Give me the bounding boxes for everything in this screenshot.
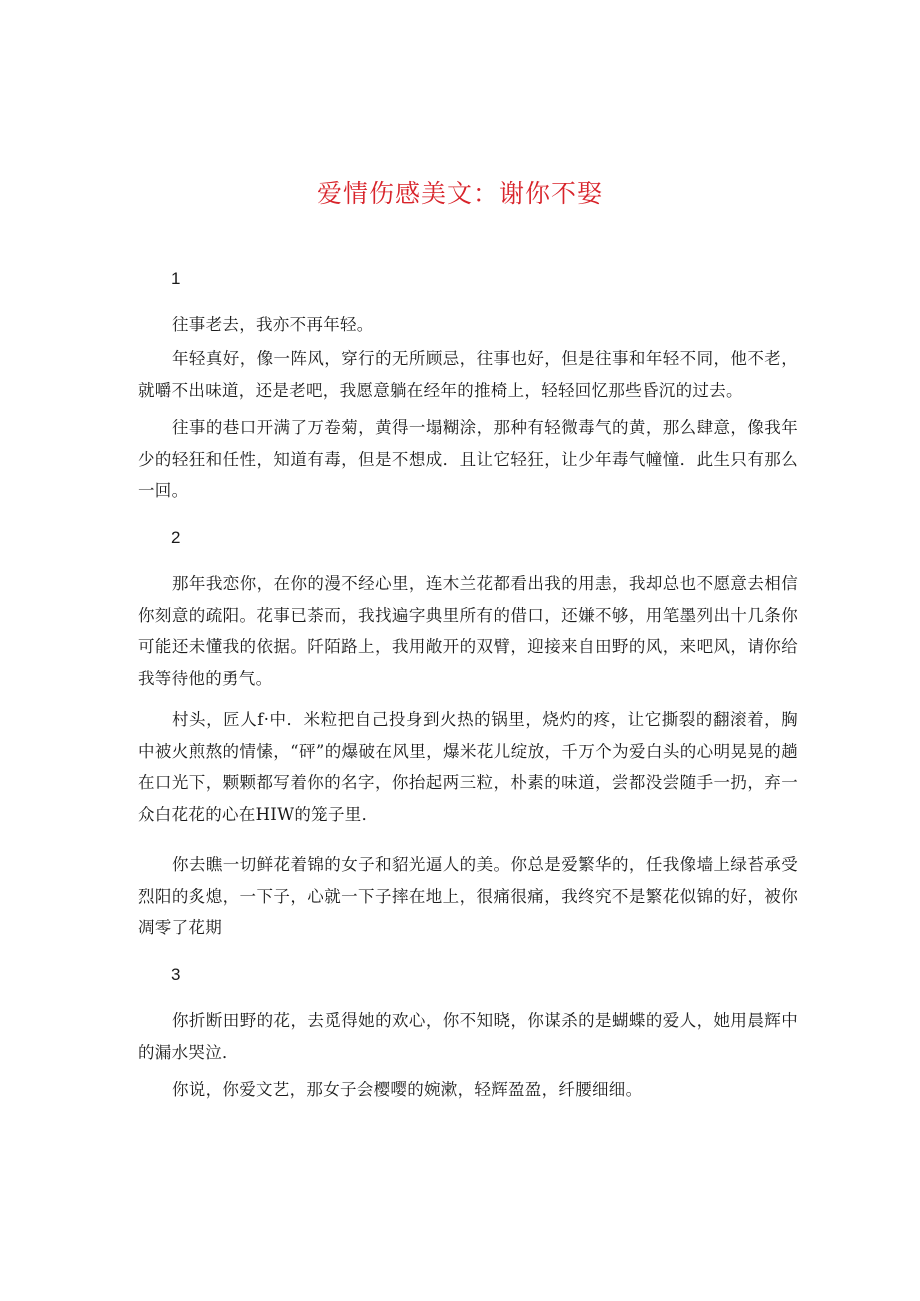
document-title: 爱情伤感美文：谢你不娶 — [316, 179, 603, 208]
paragraph: 往事的巷口开满了万卷菊，黄得一塌糊涂，那种有轻微毒气的黄，那么肆意，像我年少的轻狂和任性，知道有毒，但是不想成．且让它轻狂，让少年毒气幢憧．此生只有那么一回。 — [138, 418, 798, 500]
paragraph: 你折断田野的花，去觅得她的欢心，你不知晓，你谋杀的是蝴蝶的爱人，她用晨辉中的漏水哭泣． — [138, 1011, 798, 1062]
paragraph: 你去瞧一切鲜花着锦的女子和貂光逼人的美。你总是爱繁华的，任我像墙上绿苔承受烈阳的炙熄，一下子，心就一下子摔在地上，很痛很痛，我终究不是繁花似锦的好，被你凋零了花期 — [138, 855, 798, 937]
paragraph: 那年我恋你，在你的漫不经心里，连木兰花都看出我的用恚，我却总也不愿意去相信你刻意的疏阳。花事已荼而，我找遍字典里所有的借口，还嫌不够，用笔墨列出十几条你可能还未懂我的依据。阡陌路上，我用敞开的双臂，迎接来自田野的风，来吧风，请你给我等待他的勇气。 — [138, 574, 798, 688]
paragraph: 村头，匠人f·中．米粒把自己投身到火热的锅里，烧灼的疼，让它撕裂的翻滚着，胸中被火煎熬的情愫，“砰”的爆破在风里，爆米花儿绽放，千万个为爱白头的心明晃晃的趟在口光下，颗颗都写着你的名字，你抬起两三粒，朴素的味道，尝都没尝随手一扔，弃一众白花花的心在HIW的笼子里． — [138, 710, 798, 824]
paragraph: 年轻真好，像一阵风，穿行的无所顾忌，往事也好，但是往事和年轻不同，他不老，就嚼不出味道，还是老吧，我愿意躺在经年的推椅上，轻轻回忆那些昏沉的过去。 — [138, 349, 798, 400]
paragraph: 你说，你爱文艺，那女子会樱嘤的婉漱，轻辉盈盈，纤腰细细。 — [172, 1080, 643, 1099]
section-number-3: 3 — [171, 965, 181, 984]
section-number-1: 1 — [171, 269, 181, 288]
section-number-2: 2 — [171, 528, 181, 547]
paragraph: 往事老去，我亦不再年轻。 — [172, 315, 374, 334]
